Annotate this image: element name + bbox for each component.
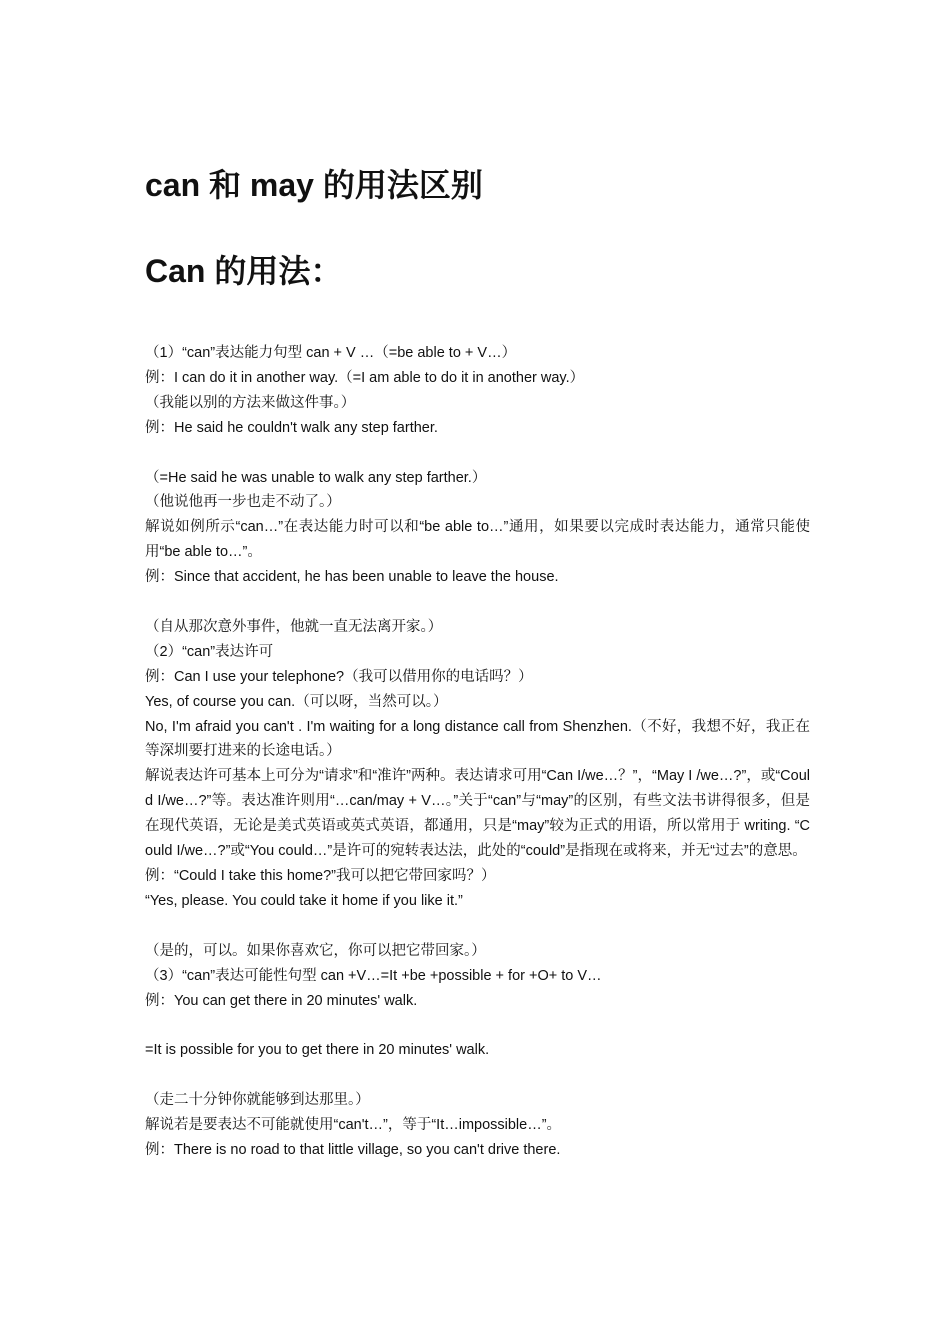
text-line: 例：“Could I take this home?”我可以把它带回家吗？）: [145, 868, 496, 884]
text-line: Yes, of course you can.（可以呀，当然可以。）: [145, 693, 448, 710]
blank-line: [145, 1013, 810, 1038]
text-line: 例：He said he couldn't walk any step farther.: [145, 419, 438, 436]
blank-line: [145, 1063, 810, 1088]
text-line: （我能以别的方法来做这件事。）: [145, 394, 356, 411]
blank-line: [145, 914, 810, 939]
text-line: （自从那次意外事件，他就一直无法离开家。）: [145, 618, 443, 635]
text-line: （他说他再一步也走不动了。）: [145, 494, 341, 511]
text-line: 例：You can get there in 20 minutes' walk.: [145, 992, 418, 1009]
text-line: 例：Since that accident, he has been unable to leave the house.: [145, 569, 559, 586]
text-line: （1）“can”表达能力句型 can + V …（=be able to + V…）: [145, 345, 517, 361]
text-line: （=He said he was unable to walk any step farther.）: [145, 469, 487, 486]
text-line: （2）“can”表达许可: [145, 643, 274, 660]
text-paragraph: No, I'm afraid you can't . I'm waiting for a long distance call from Shenzhen.（不好，我想不好，我正在等深圳要打进来的长途电话。）: [145, 718, 810, 760]
document-body: [145, 341, 810, 1163]
text-paragraph: 解说如例所示“can…”在表达能力时可以和“be able to…”通用，如果要以完成时表达能力，通常只能使用“be able to…”。: [145, 519, 810, 561]
text-line: 例：I can do it in another way.（=I am able to do it in another way.）: [145, 369, 585, 386]
document-title: can 和 may 的用法区别: [145, 167, 483, 203]
text-line: （3）“can”表达可能性句型 can +V…=It +be +possible + for +O+ to V…: [145, 967, 602, 984]
text-line: “Yes, please. You could take it home if you like it.”: [145, 892, 463, 909]
text-line: （是的，可以。如果你喜欢它，你可以把它带回家。）: [145, 942, 486, 959]
text-paragraph: 解说表达许可基本上可分为“请求”和“准许”两种。表达请求可用“Can I/we…？”，“May I /we…?”，或“Could I/we…?”等。表达准许则用“…can/may + V…。”关于“can”与“may”的区别，有些文法书讲得很多，但是在现代英语，无论是美式英语或英式英语，都通用，只是“may”较为正式的用语，所以常用于 writing. “Could I/we…?”或“You could…”是许可的宛转表达法，此处的“could”是指现在或将来，并无“过去”的意思。: [145, 768, 810, 860]
blank-line: [145, 590, 810, 615]
blank-line: [145, 441, 810, 466]
section-heading: Can 的用法：: [145, 253, 343, 289]
text-line: 解说若是要表达不可能就使用“can't…”，等于“It…impossible…”。: [145, 1117, 562, 1134]
text-line: （走二十分钟你就能够到达那里。）: [145, 1092, 370, 1109]
text-line: =It is possible for you to get there in 20 minutes' walk.: [145, 1042, 490, 1059]
text-line: 例：Can I use your telephone?（我可以借用你的电话吗？）: [145, 668, 533, 685]
text-line: 例：There is no road to that little village, so you can't drive there.: [145, 1141, 561, 1158]
